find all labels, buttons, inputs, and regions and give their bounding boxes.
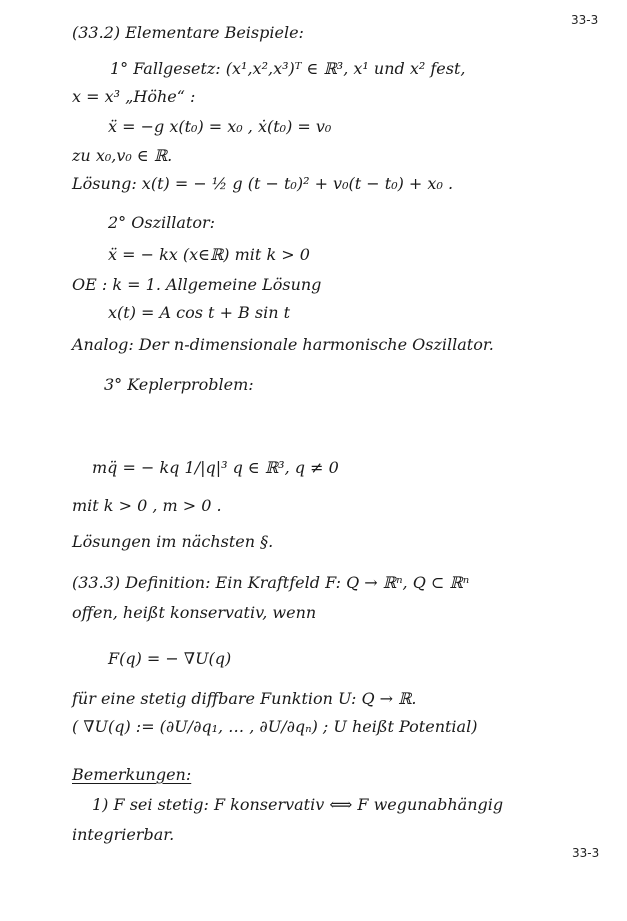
kepler-constants: mit k > 0 , m > 0 . xyxy=(72,496,222,515)
oe-line: OE : k = 1. Allgemeine Lösung xyxy=(72,275,322,294)
oszillator-solution: x(t) = A cos t + B sin t xyxy=(108,303,291,322)
bemerkung-1: 1) F sei stetig: F konservativ ⟺ F wegunabhängig xyxy=(92,795,504,814)
konservativ-line: offen, heißt konservativ, wenn xyxy=(72,603,317,622)
bemerkung-1-cont: integrierbar. xyxy=(72,825,175,844)
oszillator-equation: ẍ = − kx (x∈ℝ) mit k > 0 xyxy=(108,245,310,264)
loesungen-line: Lösungen im nächsten §. xyxy=(72,532,274,551)
gradient-definition: ( ∇U(q) := (∂U/∂q₁, … , ∂U/∂qₙ) ; U heißt Potential) xyxy=(72,717,478,736)
definition-33-3-line xyxy=(72,572,469,594)
analog-line: Analog: Der n-dimensionale harmonische Oszillator. xyxy=(72,335,494,354)
page-number-top: 33-3 xyxy=(571,13,599,27)
kepler-heading: 3° Keplerproblem: xyxy=(104,375,254,394)
section-heading-33-2: (33.2) Elementare Beispiele: xyxy=(72,23,304,42)
fall-solution: Lösung: x(t) = − ½ g (t − t₀)² + v₀(t − t₀) + x₀ . xyxy=(72,174,454,193)
kepler-equation: mq̈ = − kq 1/|q|³ q ∈ ℝ³, q ≠ 0 xyxy=(92,458,339,477)
initial-values-line: zu x₀,v₀ ∈ ℝ. xyxy=(72,146,173,165)
page-number-bottom: 33-3 xyxy=(572,846,600,860)
stetig-diffbar-line: für eine stetig diffbare Funktion U: Q → ℝ. xyxy=(72,689,417,708)
fall-equation: ẍ = −g x(t₀) = x₀ , ẋ(t₀) = v₀ xyxy=(108,117,332,136)
bemerkungen-heading: Bemerkungen: xyxy=(72,765,192,784)
oszillator-heading: 2° Oszillator: xyxy=(108,213,216,232)
hoehe-line: x = x³ „Höhe“ : xyxy=(72,87,196,106)
definition-text: (33.3) Definition: Ein Kraftfeld F: Q → ℝⁿ, Q ⊂ ℝⁿ xyxy=(72,573,470,592)
fallgesetz-line: 1° Fallgesetz: (x¹,x²,x³)ᵀ ∈ ℝ³, x¹ und x² fest, xyxy=(110,59,466,78)
gradient-equation: F(q) = − ∇U(q) xyxy=(108,649,232,668)
